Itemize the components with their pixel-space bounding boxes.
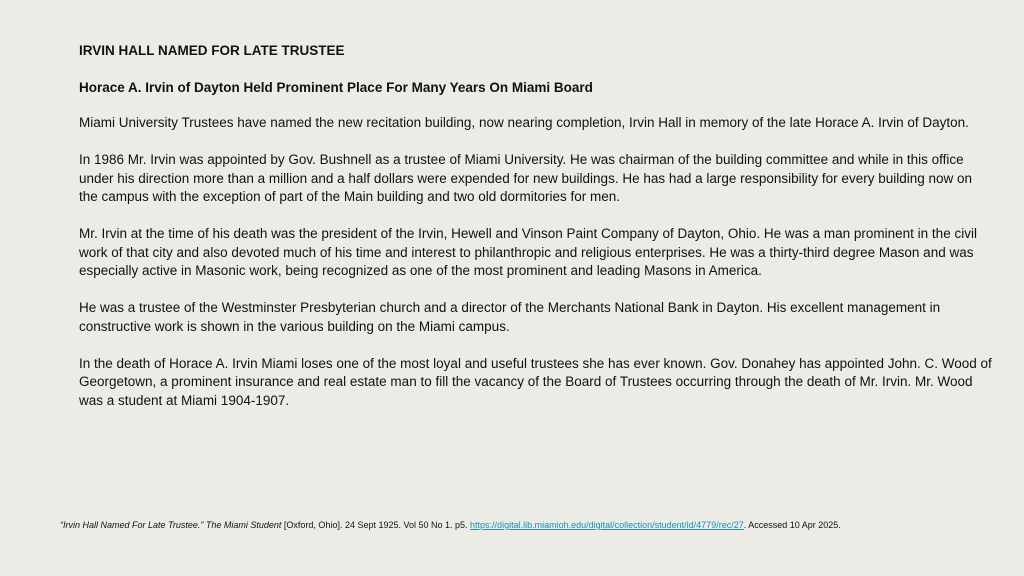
- citation-details: [Oxford, Ohio]. 24 Sept 1925. Vol 50 No 1. p5.: [281, 520, 471, 530]
- article-subheadline: Horace A. Irvin of Dayton Held Prominent Place For Many Years On Miami Board: [79, 80, 593, 95]
- citation-link[interactable]: https://digital.lib.miamioh.edu/digital/collection/student/id/4779/rec/27: [470, 520, 744, 530]
- paragraph-naming: Miami University Trustees have named the new recitation building, now nearing completion, Irvin Hall in memory of the late Horace A. Irvin of Dayton.: [79, 115, 969, 130]
- paragraph-career: Mr. Irvin at the time of his death was the president of the Irvin, Hewell and Vinson Paint Company of Dayton, Ohio. He was a man prominent in the civil work of that city and also devoted much of his time and interest to philanthropic and religious enterprises. He was a thirty-third degree Mason and was especially active in Masonic work, being recognized as one of the most prominent and leading Masons in America.: [79, 226, 977, 278]
- source-citation: [60, 519, 990, 532]
- paragraph-church-bank: He was a trustee of the Westminster Presbyterian church and a director of the Merchants National Bank in Dayton. His excellent management in constructive work is shown in the various building on the Miami campus.: [79, 300, 941, 334]
- citation-accessed: . Accessed 10 Apr 2025.: [743, 520, 841, 530]
- article-body: [79, 41, 994, 429]
- citation-title: “Irvin Hall Named For Late Trustee.” The Miami Student: [60, 520, 282, 530]
- paragraph-successor: In the death of Horace A. Irvin Miami loses one of the most loyal and useful trustees she has ever known. Gov. Donahey has appointed John. C. Wood of Georgetown, a prominent insurance and real estate man to fill the vacancy of the Board of Trustees occurring through the death of Mr. Irvin. Mr. Wood was a student at Miami 1904-1907.: [79, 355, 992, 408]
- article-headline: IRVIN HALL NAMED FOR LATE TRUSTEE: [79, 43, 345, 58]
- paragraph-appointment: In 1986 Mr. Irvin was appointed by Gov. Bushnell as a trustee of Miami University. He was chairman of the building committee and while in this office under his direction more than a million and a half dollars were expended for new buildings. He has had a large responsibility for every building now on the campus with the exception of part of the Main building and two old dormitories for men.: [79, 152, 973, 204]
